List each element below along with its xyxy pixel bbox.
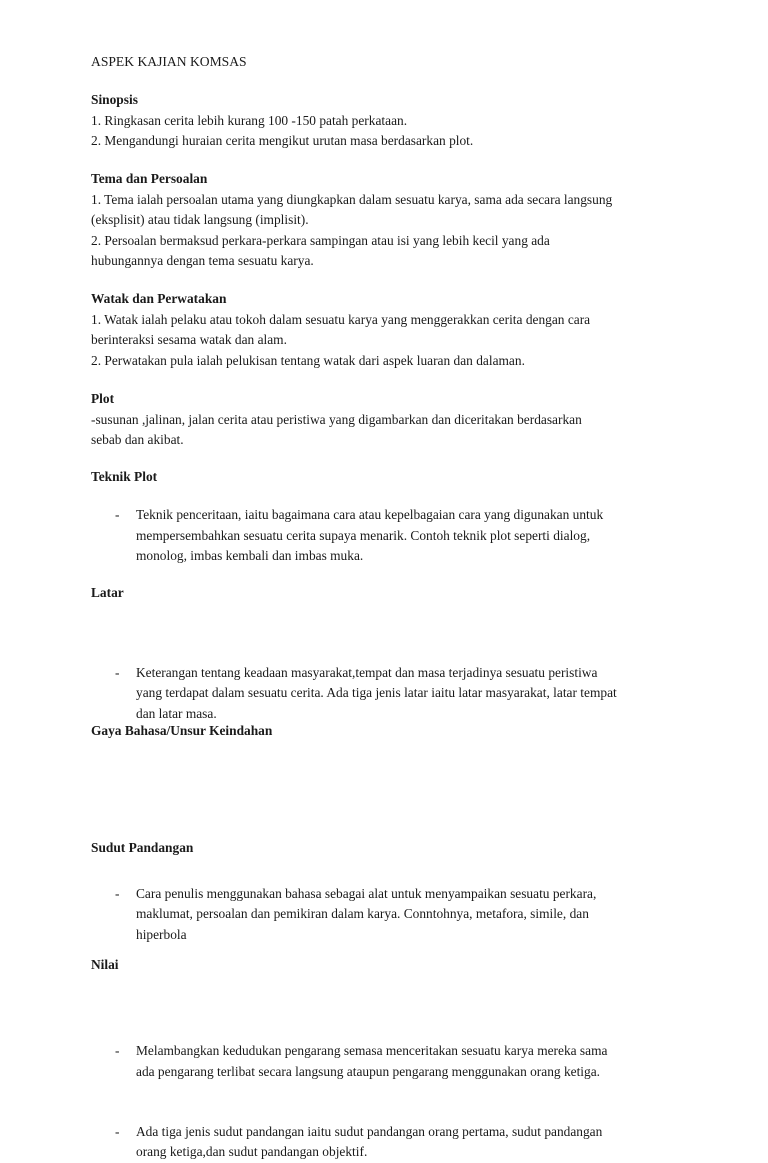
section-watak [91,289,691,371]
bullet-line: hiperbola [136,926,187,942]
watak-line: berinteraksi sesama watak dan alam. [91,332,287,348]
sinopsis-line: 2. Mengandungi huraian cerita mengikut urutan masa berdasarkan plot. [91,133,474,149]
bullet-dash: - [115,507,120,522]
section-nilai [91,955,691,976]
bullet-line: mempersembahkan sesuatu cerita supaya menarik. Contoh teknik plot seperti dialog, [136,527,591,543]
bullet-dash: - [115,664,120,680]
bullet-line: monolog, imbas kembali dan imbas muka. [136,548,364,564]
bullet-dash: - [115,885,120,901]
heading-sinopsis: Sinopsis [91,92,138,107]
section-latar [91,583,691,604]
section-tema [91,169,691,272]
bullet-line: Teknik penceritaan, iaitu bagaimana cara atau kepelbagaian cara yang digunakan untuk [136,507,604,522]
bullet-line: yang terdapat dalam sesuatu cerita. Ada tiga jenis latar iaitu latar masyarakat, latar tempat [136,685,617,701]
sudut-pandangan-bullet [91,1041,736,1082]
tema-line: hubungannya dengan tema sesuatu karya. [91,253,314,269]
bullet-line: orang ketiga,dan sudut pandangan objektif. [136,1144,368,1160]
tema-line: 1. Tema ialah persoalan utama yang diungkapkan dalam sesuatu karya, sama ada secara langsung [91,191,613,207]
watak-line: 1. Watak ialah pelaku atau tokoh dalam sesuatu karya yang menggerakkan cerita dengan cara [91,311,591,327]
section-sinopsis [91,90,691,152]
bullet-line: maklumat, persoalan dan pemikiran dalam karya. Conntohnya, metafora, simile, dan [136,906,589,922]
gaya-bahasa-bullet [91,884,736,946]
sinopsis-line: 1. Ringkasan cerita lebih kurang 100 -150 patah perkataan. [91,112,408,128]
heading-plot: Plot [91,391,115,406]
document-title: ASPEK KAJIAN KOMSAS [91,54,247,69]
heading-sudut-pandangan: Sudut Pandangan [91,840,194,855]
bullet-line: dan latar masa. [136,705,217,721]
section-plot [91,389,691,451]
tema-line: (eksplisit) atau tidak langsung (implisit). [91,212,309,228]
section-sudut-pandangan [91,838,691,859]
sudut-pandangan-bullet [91,1122,736,1163]
heading-tema: Tema dan Persoalan [91,171,208,186]
latar-bullet [91,663,736,725]
section-teknik-plot [91,467,691,488]
bullet-line: Ada tiga jenis sudut pandangan iaitu sudut pandangan orang pertama, sudut pandangan [136,1123,603,1139]
heading-gaya-bahasa: Gaya Bahasa/Unsur Keindahan [91,723,273,738]
section-gaya-bahasa [91,721,691,742]
heading-watak: Watak dan Perwatakan [91,291,227,306]
plot-line: -susunan ,jalinan, jalan cerita atau peristiwa yang digambarkan dan diceritakan berdasarkan [91,411,582,427]
tema-line: 2. Persoalan bermaksud perkara-perkara sampingan atau isi yang lebih kecil yang ada [91,232,550,248]
heading-latar: Latar [91,585,124,600]
heading-teknik-plot: Teknik Plot [91,469,158,484]
watak-line: 2. Perwatakan pula ialah pelukisan tentang watak dari aspek luaran dan dalaman. [91,352,525,368]
plot-line: sebab dan akibat. [91,432,184,448]
bullet-line: Melambangkan kedudukan pengarang semasa menceritakan sesuatu karya mereka sama [136,1043,608,1059]
bullet-line: Keterangan tentang keadaan masyarakat,tempat dan masa terjadinya sesuatu peristiwa [136,664,598,680]
bullet-dash: - [115,1123,120,1139]
bullet-dash: - [115,1043,120,1059]
bullet-line: ada pengarang terlibat secara langsung ataupun pengarang menggunakan orang ketiga. [136,1063,601,1079]
heading-nilai: Nilai [91,957,119,972]
teknik-plot-bullet [91,505,736,567]
bullet-line: Cara penulis menggunakan bahasa sebagai alat untuk menyampaikan sesuatu perkara, [136,885,597,901]
